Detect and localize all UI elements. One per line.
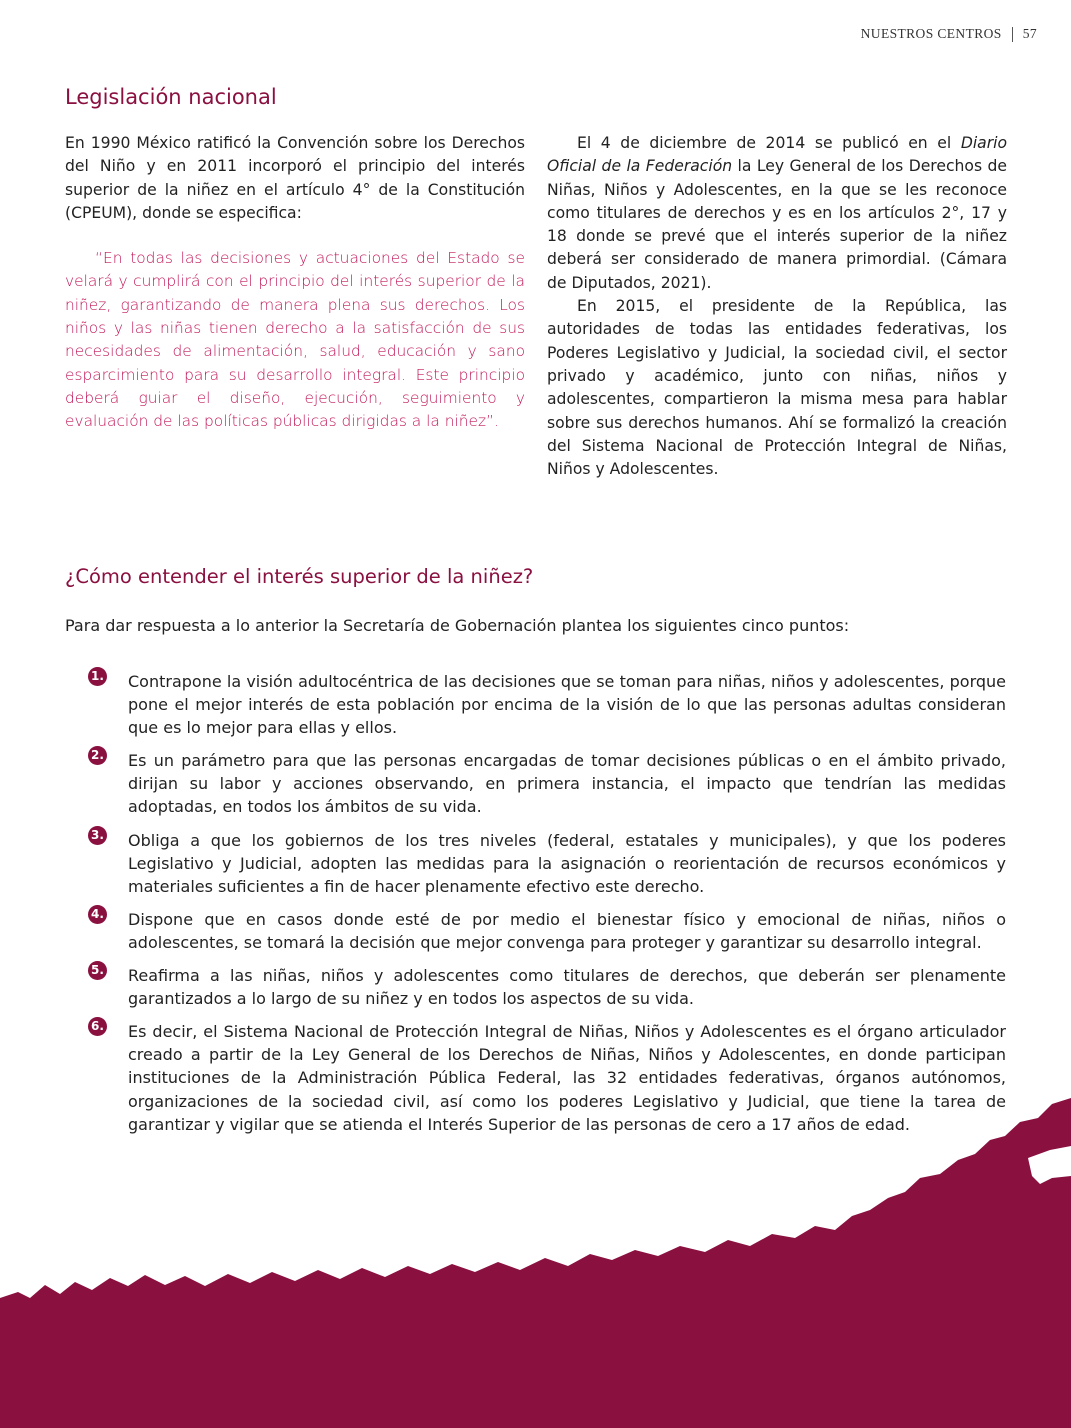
list-item: [88, 908, 1006, 954]
list-item: [88, 670, 1006, 739]
right-column: [547, 132, 1007, 481]
list-item: [88, 964, 1006, 1010]
page-number: 57: [1022, 26, 1037, 41]
section-title: NUESTROS CENTROS: [860, 26, 1002, 41]
number-badge: 4.: [88, 905, 107, 924]
number-badge: 2.: [88, 746, 107, 765]
points-intro: Para dar respuesta a lo anterior la Secretaría de Gobernación plantea los siguientes cinco puntos:: [65, 616, 850, 635]
point-text: Es un parámetro para que las personas encargadas de tomar decisiones públicas o en el ámbito privado, dirijan su labor y acciones observando, en primera instancia, el impacto que tendrían las medidas adoptadas, en todos los ámbitos de su vida.: [128, 751, 1006, 817]
left-column: [65, 132, 525, 434]
heading-legislacion: Legislación nacional: [65, 85, 277, 109]
point-text: Obliga a que los gobiernos de los tres niveles (federal, estatales y municipales), y que los poderes Legislativo y Judicial, adopten las medidas para la asignación o reorientación de recursos económicos y materiales suficientes a fin de hacer plenamente efectivo este derecho.: [128, 830, 1006, 896]
list-item: [88, 749, 1006, 818]
number-badge: 5.: [88, 961, 107, 980]
points-list: [88, 670, 1006, 1146]
point-text: Dispone que en casos donde esté de por medio el bienestar físico y emocional de niñas, niños o adolescentes, se tomará la decisión que mejor convenga para proteger y garantizar su desarrollo integral.: [128, 909, 1006, 952]
heading-como-entender: ¿Cómo entender el interés superior de la niñez?: [65, 565, 534, 588]
header-divider: [1012, 27, 1013, 42]
point-text: Contrapone la visión adultocéntrica de las decisiones que se toman para niñas, niños y adolescentes, porque pone el mejor interés de esta población por encima de la visión de lo que las personas adultas consideran que es lo mejor para ellas y ellos.: [128, 672, 1006, 738]
italic-publication-name: Diario Oficial de la Federación: [547, 134, 1007, 176]
paragraph-ley-general: [547, 132, 1007, 295]
number-badge: 1.: [88, 667, 107, 686]
number-badge: 6.: [88, 1017, 107, 1036]
paragraph-text: El 4 de diciembre de 2014 se publicó en el: [577, 134, 961, 152]
decorative-terrain-shape: [0, 1080, 1071, 1428]
number-badge: 3.: [88, 826, 107, 845]
running-header: [861, 26, 1037, 42]
intro-paragraph-left: En 1990 México ratificó la Convención sobre los Derechos del Niño y en 2011 incorporó el principio del interés superior de la niñez en el artículo 4° de la Constitución (CPEUM), donde se especifica:: [65, 134, 525, 222]
paragraph-text: la Ley General de los Derechos de Niñas, Niños y Adolescentes, en la que se les reconoce como titulares de derechos y es en los artículos 2°, 17 y 18 donde se prevé que el interés superior de la niñez deberá ser considerado de manera primordial. (Cámara de Diputados, 2021).: [547, 157, 1007, 292]
constitution-quote: “En todas las decisiones y actuaciones del Estado se velará y cumplirá con el principio del interés superior de la niñez, garantizando de manera plena sus derechos. Los niños y las niñas tienen derecho a la satisfacción de sus necesidades de alimentación, salud, educación y sano esparcimiento para su desarrollo integral. Este principio deberá guiar el diseño, ejecución, seguimiento y evaluación de las políticas públicas dirigidas a la niñez”.: [65, 249, 525, 431]
point-text: Es decir, el Sistema Nacional de Protección Integral de Niñas, Niños y Adolescentes es el órgano articulador creado a partir de la Ley General de los Derechos de Niñas, Niños y Adolescentes, en donde participan instituciones de la Administración Pública Federal, las 32 entidades federativas, órganos autónomos, organizaciones de la sociedad civil, así como los poderes Legislativo y Judicial, que tiene la tarea de garantizar y vigilar que se atienda el Interés Superior de las personas de cero a 17 años de edad.: [128, 1022, 1006, 1134]
list-item: [88, 829, 1006, 898]
point-text: Reafirma a las niñas, niños y adolescentes como titulares de derechos, que deberán ser plenamente garantizados a lo largo de su niñez y en todos los aspectos de su vida.: [128, 966, 1006, 1009]
paragraph-sistema-nacional: En 2015, el presidente de la República, las autoridades de todas las entidades federativas, los Poderes Legislativo y Judicial, la sociedad civil, el sector privado y académico, junto con niñas, niños y adolescentes, compartieron la misma mesa para hablar sobre sus derechos humanos. Ahí se formalizó la creación del Sistema Nacional de Protección Integral de Niñas, Niños y Adolescentes.: [547, 297, 1007, 479]
